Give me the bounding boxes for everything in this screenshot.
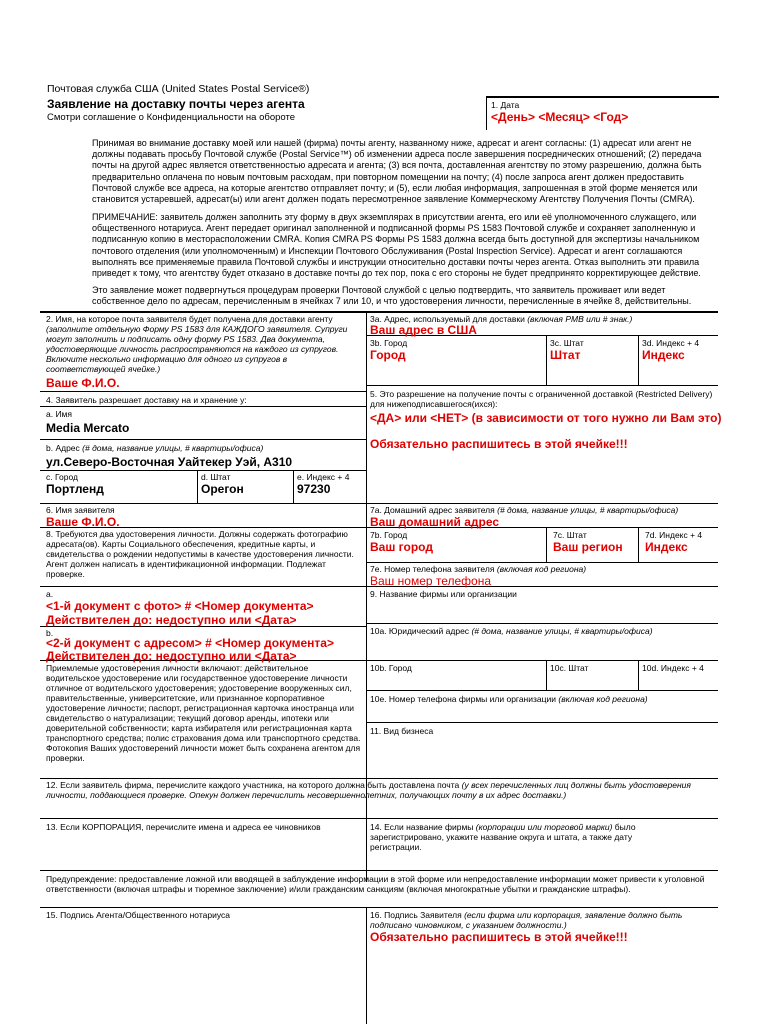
warning-text: Предупреждение: предоставление ложной или вводящей в заблуждение информации в этой форме или непредоставление информации может привести к уголовной ответственности (включая штрафы и тюремное заключение) и/или гражданским санкциям (включая многократные убытки и гражданские штрафы). [46, 874, 705, 894]
field-14-label-text: 14. Если название фирмы [370, 822, 474, 832]
field-10e-label [370, 694, 648, 704]
rule [40, 586, 366, 587]
field-7e-label-text: 7e. Номер телефона заявителя [370, 564, 495, 574]
rule [40, 818, 718, 819]
intro-paragraph-2: ПРИМЕЧАНИЕ: заявитель должен заполнить эту форму в двух экземплярах в присутствии агента, его или её уполномоченного служащего, или общественного нотариуса. Агент передает оригинал заполненной и подписанной формы PS 1583 Почтовой службе и сохраняет заполненную и подписанную копию в месторасположении CMRA. Копия CMRA PS Формы PS 1583 должна всегда быть доступной для экспертизы начальником почтового отделения (или уполномоченным) и Инспекции Почтового Обслуживания (Postal Inspection Service). Адресат и агент соглашаются выполнять все применяемые правила Почтовой службы и инструкции относительно доставки почты через агента. Отказ выполнить эти правила приведет к тому, что агентству будет отказано в доставке почты до тех пор, пока с его стороны не будет предпринято корректирующее действие. [92, 212, 701, 279]
field-7d-label: 7d. Индекс + 4 [645, 530, 703, 540]
field-7e-value[interactable]: Ваш номер телефона [370, 574, 492, 588]
date-value: <День> <Месяц> <Год> [491, 110, 629, 124]
field-4d-value[interactable]: Орегон [201, 482, 244, 496]
rule [546, 335, 547, 385]
intro-paragraph-3: Это заявление может подвергнуться процедурам проверки Почтовой службой с целью подтвердить, что заявитель проживает или ведет собственное дело по адресам, перечисленным в ячейках 7 или 10, и что удостоверения личности, перечисленные в ячейке 8, действительны. [92, 285, 692, 307]
field-10d-label: 10d. Индекс + 4 [642, 663, 704, 673]
field-4b-label [46, 443, 263, 453]
field-6-label: 6. Имя заявителя [46, 505, 115, 515]
field-8-label: 8. Требуются два удостоверения личности. Должны содержать фотографию адресата(ов). Карты Социального обеспечения, кредитные карты, и свидетельства о рождении недопустимы в качестве удостоверения личности. Агент должен написать в идентификационной информации. Подлежат проверке. [46, 529, 354, 579]
field-2-label-text: 2. Имя, на которое почта заявителя будет получена для доставки агенту [46, 314, 333, 324]
field-4b-label-text: b. Адрес [46, 443, 80, 453]
field-4a-value[interactable]: Media Mercato [46, 421, 130, 435]
field-10e-note: (включая код региона) [558, 694, 648, 704]
field-8b-label: b. [46, 628, 54, 638]
top-rule [40, 311, 718, 313]
field-3d-label: 3d. Индекс + 4 [642, 338, 700, 348]
field-2-label [46, 314, 364, 374]
field-3b-label: 3b. Город [370, 338, 408, 348]
field-8a-value-1[interactable]: <1-й документ с фото> # <Номер документа> [46, 599, 314, 613]
intro-paragraph-1: Принимая во внимание доставку моей или нашей (фирма) почты агенту, названному ниже, адресат и агент согласны: (1) адресат или агент не должны подавать просьбу Почтовой службе (Postal Service™) об изменении адреса после завершения посреднических отношений; (2) передача почты на другой адрес является ответственностью адресата и агента; (3) вся почта, доставленная агентству по этому разрешению, должна быть предварительно оплачена по новым почтовым расходам, при повторном помещении на почту; (4) после запроса агент должен предоставить Почтовой службе все адреса, на которые агентство отправляет почту; и (5), если любая информация, запрошенная в этой форме меняется или становится устаревшей, адресат(ы) или агент должен подать пересмотренное заявление Коммерческому Агентству Получения Почты (CMRA). [92, 138, 702, 205]
field-10a-label-text: 10a. Юридический адрес [370, 626, 470, 636]
rule [40, 406, 366, 407]
field-16-value[interactable]: Обязательно распишитесь в этой ячейке!!! [370, 930, 628, 944]
field-12-label [46, 780, 714, 800]
rule [40, 870, 718, 871]
field-4d-label: d. Штат [201, 472, 231, 482]
field-4c-label: c. Город [46, 472, 78, 482]
field-7a-label [370, 505, 678, 515]
field-4b-note: (# дома, название улицы, # квартиры/офиса) [82, 443, 264, 453]
field-4e-value[interactable]: 97230 [297, 482, 331, 496]
field-16-label [370, 910, 714, 930]
field-7b-value[interactable]: Ваш город [370, 540, 433, 554]
date-box[interactable] [486, 96, 719, 130]
field-5-label: 5. Это разрешение на получение почты с ограниченной доставкой (Restricted Delivery) для нижеподписавшегося(ихся): [370, 389, 713, 409]
field-8a-value-2[interactable]: Действителен до: недоступно или <Дата> [46, 613, 297, 627]
field-3a-note: (включая PMB или # знак.) [527, 314, 633, 324]
field-3a-label-text: 3a. Адрес, используемый для доставки [370, 314, 525, 324]
rule [638, 335, 639, 385]
rule [366, 562, 718, 563]
rule [293, 470, 294, 503]
rule [40, 391, 366, 392]
field-15-label: 15. Подпись Агента/Общественного нотариуса [46, 910, 230, 920]
field-10c-label: 10c. Штат [550, 663, 589, 673]
rule [366, 660, 718, 661]
field-8-note: Приемлемые удостоверения личности включают: действительное водительское удостоверение или государственное удостоверение личности отличное от водительского удостоверения; удостоверение вооруженных сил, правительственные, университетские, или признанное корпоративное удостоверение личности; паспорт, регистрационная карточка иностранца или свидетельство о натурализации; текущий договор аренды, ипотеки или доверительной собственности; карта избирателя или регистрационная карта транспортного средства; полис страхования дома или транспортного средства. Фотокопия Ваших удостоверений личности может быть сохранена агентом для проверки. [46, 663, 361, 763]
field-4-label: 4. Заявитель разрешает доставку на и хранение у: [46, 395, 247, 405]
field-14-note: (корпорации или торговой марки) [475, 822, 613, 832]
field-7b-label: 7b. Город [370, 530, 408, 540]
rule [40, 907, 718, 908]
rule [366, 690, 718, 691]
field-14-label [370, 822, 670, 852]
field-16-label-text: 16. Подпись Заявителя [370, 910, 462, 920]
field-16-note: (если фирма или корпорация, заявление должно быть подписано чиновником, с указанием должности.) [370, 910, 683, 930]
date-label: 1. Дата [491, 100, 520, 110]
field-7e-note: (включая код региона) [496, 564, 587, 574]
field-2-value[interactable]: Ваше Ф.И.О. [46, 376, 120, 390]
rule [638, 527, 639, 562]
field-12-label-text: 12. Если заявитель фирма, перечислите каждого участника, на которого должна быть доставлена почта [46, 780, 460, 790]
field-4c-value[interactable]: Портленд [46, 482, 104, 496]
rule [366, 385, 718, 386]
field-10a-note: (# дома, название улицы, # квартиры/офиса) [471, 626, 653, 636]
rule [366, 722, 718, 723]
field-7a-note: (# дома, название улицы, # квартиры/офиса) [497, 505, 679, 515]
field-7d-value[interactable]: Индекс [645, 540, 688, 554]
rule [40, 439, 366, 440]
form-title: Заявление на доставку почты через агента [47, 97, 305, 111]
rule [638, 660, 639, 690]
rule [197, 470, 198, 503]
rule [546, 660, 547, 690]
center-divider-lower [366, 907, 367, 1024]
field-7e-label [370, 564, 586, 574]
rule [40, 503, 366, 504]
field-4b-value[interactable]: ул.Северо-Восточная Уайтекер Уэй, А310 [46, 455, 293, 469]
field-10b-label: 10b. Город [370, 663, 412, 673]
field-4a-label: a. Имя [46, 409, 73, 419]
rule [546, 527, 547, 562]
field-4e-label: e. Индекс + 4 [297, 472, 350, 482]
field-7a-value[interactable]: Ваш домашний адрес [370, 515, 500, 529]
rule [40, 778, 718, 779]
agency-name: Почтовая служба США (United States Postal Service®) [47, 83, 310, 95]
field-13-label: 13. Если КОРПОРАЦИЯ, перечислите имена и адреса ее чиновников [46, 822, 321, 832]
field-8b-value-2[interactable]: Действителен до: недоступно или <Дата> [46, 649, 297, 663]
rule [40, 470, 366, 471]
field-8a-label: a. [46, 589, 54, 599]
field-3c-value[interactable]: Штат [550, 348, 581, 362]
field-7c-label: 7c. Штат [553, 530, 587, 540]
field-7a-label-text: 7a. Домашний адрес заявителя [370, 505, 495, 515]
field-2-note: (заполните отдельную Форму PS 1583 для КАЖДОГО заявителя. Супруги могут заполнить и подписать одну форму PS 1583. Два документа, удостоверяющие личность распространяются на каждого из супругов. Включите нескольно информацию для одного из супругов в соответствующей ячейке.) [46, 324, 348, 374]
field-8b-value-1[interactable]: <2-й документ с адресом> # <Номер документа> [46, 636, 334, 650]
rule [366, 623, 718, 624]
field-6-value[interactable]: Ваше Ф.И.О. [46, 515, 120, 529]
rule [366, 503, 718, 504]
field-14-rest: было зарегистрировано, укажите название округа и штата, а также дату регистрации. [370, 822, 636, 852]
field-10e-label-text: 10e. Номер телефона фирмы или организации [370, 694, 556, 704]
form-subtitle: Смотри соглашение о Конфиденциальности на обороте [47, 112, 295, 123]
field-5-value[interactable]: <ДА> или <НЕТ> (в зависимости от того нужно ли Вам это) [370, 411, 722, 425]
field-5-sign-note[interactable]: Обязательно распишитесь в этой ячейке!!! [370, 437, 628, 451]
field-10a-label [370, 626, 653, 636]
field-3a-value[interactable]: Ваш адрес в США [370, 323, 477, 337]
field-3b-value[interactable]: Город [370, 348, 406, 362]
field-12-note: (у всех перечисленных лиц должны быть удостоверения личности, поддающиеся проверке. Опекун должен перечислить несовершеннолетних, получающих почту в их адрес доставки.) [46, 780, 691, 800]
field-3c-label: 3c. Штат [550, 338, 584, 348]
field-11-label: 11. Вид бизнеса [370, 726, 434, 736]
field-3d-value[interactable]: Индекс [642, 348, 685, 362]
field-9-label: 9. Название фирмы или организации [370, 589, 517, 599]
field-7c-value[interactable]: Ваш регион [553, 540, 623, 554]
